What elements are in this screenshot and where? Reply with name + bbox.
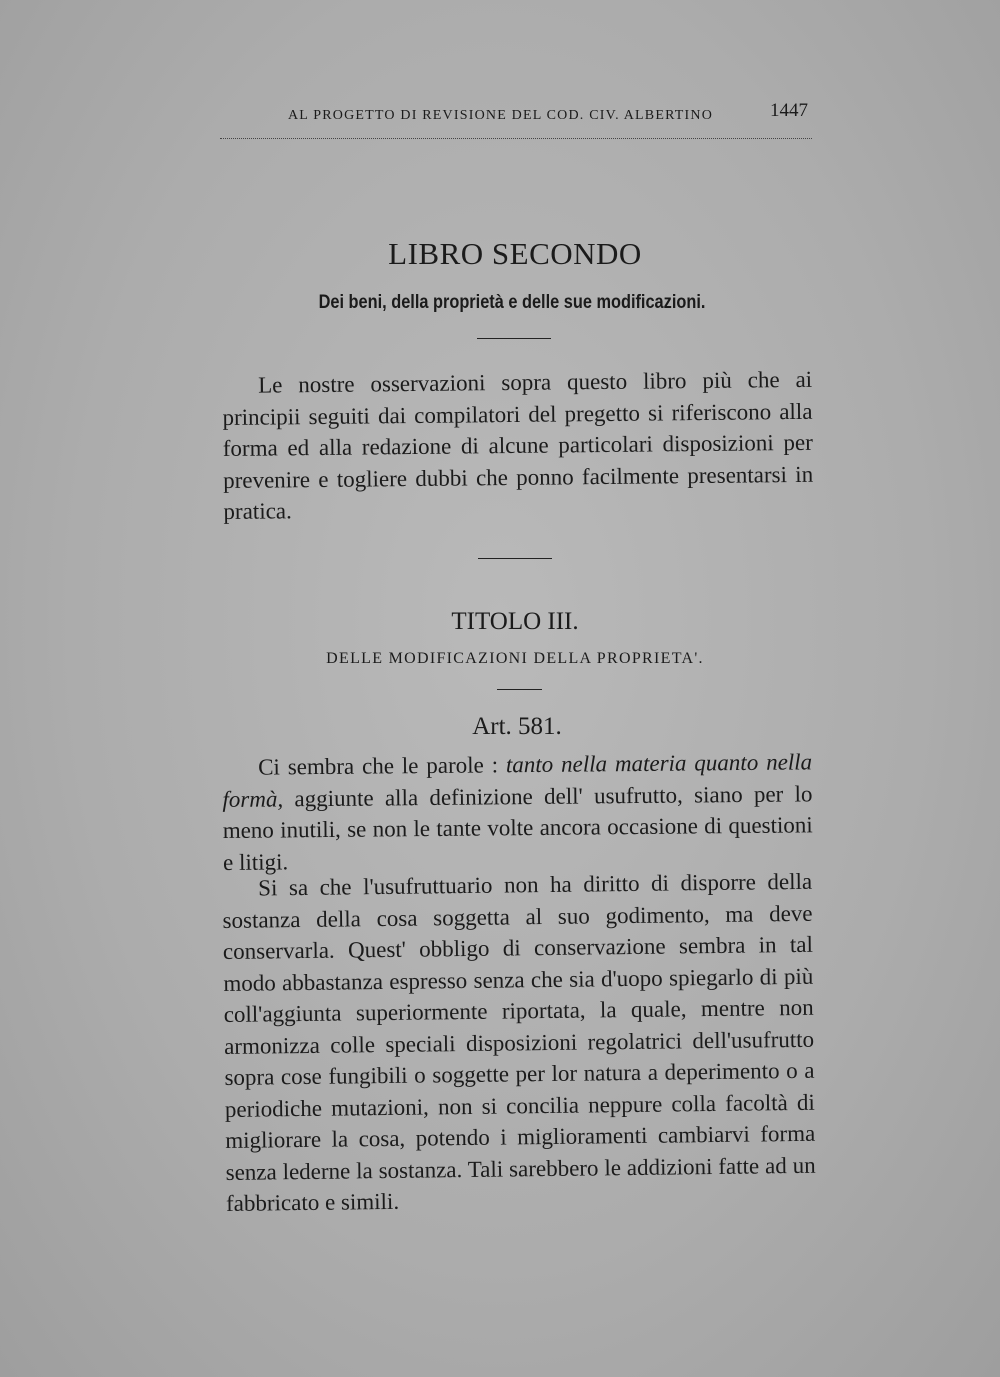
- book-subtitle: Dei beni, della proprietà e delle sue modificazioni.: [318, 292, 706, 313]
- article-paragraph-1: [222, 746, 813, 878]
- quoted-phrase: tanto nella materia quanto nella formà,: [222, 749, 813, 812]
- page-number: 1447: [770, 100, 808, 121]
- running-header: [220, 98, 812, 139]
- intro-paragraph: Le nostre osservazioni sopra questo libro più che ai principii seguiti dai compilatori del pregetto si riferiscono alla forma ed alla redazione di alcune particolari disposizioni per prevenire e togliere dubbi che ponno facilmente presentarsi in pratica.: [222, 366, 814, 524]
- paragraph-text: Ci sembra che le parole :: [258, 752, 507, 780]
- section-divider: [477, 338, 551, 339]
- section-divider: [478, 558, 552, 559]
- running-title: AL PROGETTO DI REVISIONE DEL COD. CIV. ALBERTINO: [288, 108, 714, 123]
- section-divider: [497, 689, 542, 690]
- article-heading: Art. 581.: [472, 713, 562, 740]
- titolo-subheading: DELLE MODIFICAZIONI DELLA PROPRIETA'.: [326, 650, 704, 667]
- paragraph-text: aggiunte alla definizione dell' usufrutto, siano per lo meno inutili, se non le tante volte ancora occasione di questioni e litigi.: [222, 780, 813, 875]
- article-paragraph-2: Si sa che l'usufruttuario non ha diritto di disporre della sostanza della cosa soggetta al suo godimento, ma deve conservarla. Quest' obbligo di conservazione sembra in tal modo abbastanza espresso senza che sia d'uopo spiegarlo di più coll'aggiunta superiormente riportata, la quale, mentre non armonizza colle speciali disposizioni regolatrici dell'usufrutto sopra cose fungibili o soggette per lor natura a deperimento o a periodiche mutazioni, non si concilia neppure colla facoltà di migliorare la cosa, potendo i miglioramenti cambiarvi forma senza lederne la sostanza. Tali sarebbero le addizioni fatte ad un fabbricato e simili.: [222, 868, 816, 1216]
- book-title: LIBRO SECONDO: [388, 236, 642, 271]
- titolo-heading: TITOLO III.: [451, 608, 579, 635]
